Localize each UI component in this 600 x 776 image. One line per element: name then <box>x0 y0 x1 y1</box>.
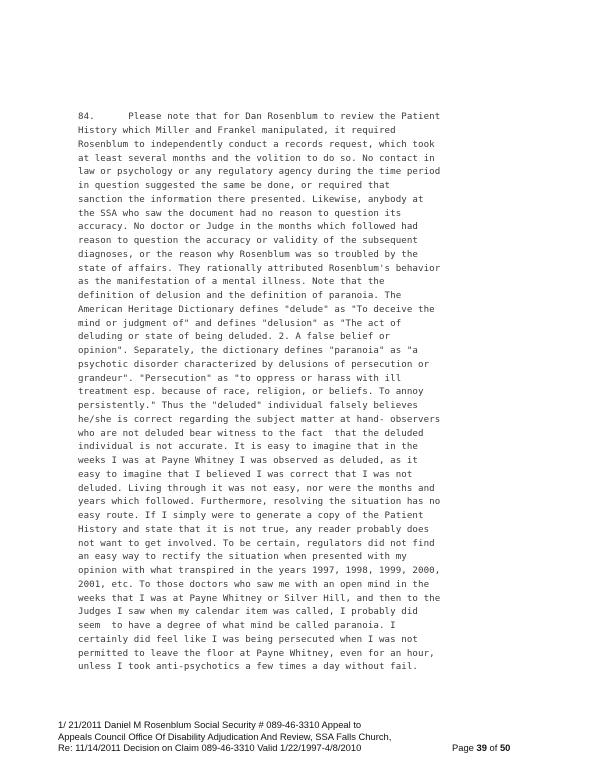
footer-line-2: Appeals Council Office Of Disability Adjudication And Review, SSA Falls Church, <box>58 730 392 742</box>
paragraph-line: in question suggested the same be done, or required that <box>78 181 391 191</box>
paragraph-line: law or psychology or any regulatory agency during the time period <box>78 167 441 178</box>
page-footer <box>58 719 528 754</box>
paragraph-line: unless I took anti-psychotics a few times a day without fail. <box>78 662 418 673</box>
paragraph-line: years which followed. Furthermore, resolving the situation has no <box>78 497 441 508</box>
paragraph-line: weeks that I was at Payne Whitney or Silver Hill, and then to the <box>78 593 441 604</box>
paragraph-line: state of affairs. They rationally attributed Rosenblum's behavior <box>78 263 441 274</box>
paragraph-line: the SSA who saw the document had no reason to question its <box>78 208 402 219</box>
paragraph-line: an easy way to rectify the situation when presented with my <box>78 552 407 563</box>
paragraph-line: reason to question the accuracy or validity of the subsequent <box>78 236 418 246</box>
paragraph-line: Judges I saw when my calendar item was called, I probably did <box>78 607 418 618</box>
paragraph-line: persistently." Thus the "deluded" individual falsely believes <box>78 401 418 411</box>
paragraph-line: opinion". Separately, the dictionary defines "paranoia" as "a <box>78 346 418 356</box>
footer-line-3-text: Re: 11/14/2011 Decision on Claim 089-46-3310 Valid 1/22/1997-4/8/2010 <box>58 742 362 754</box>
paragraph-line: weeks I was at Payne Whitney I was observed as deluded, as it <box>78 456 418 466</box>
paragraph-line: deluding or state of being deluded. 2. A false belief or <box>78 332 391 343</box>
footer-line-3 <box>58 742 528 754</box>
page-total: 50 <box>499 742 511 754</box>
paragraph-line: History which Miller and Frankel manipulated, it required <box>78 126 396 136</box>
paragraph-line: permitted to leave the floor at Payne Whitney, even for an hour, <box>78 648 435 659</box>
paragraph-line: he/she is correct regarding the subject matter at hand- observers <box>78 414 441 425</box>
paragraph-line: seem to have a degree of what mind be called paranoia. I <box>78 621 396 631</box>
paragraph-line: as the manifestation of a mental illness. Note that the <box>78 277 385 288</box>
paragraph-line: easy route. If I simply were to generate a copy of the Patient <box>78 511 424 521</box>
page-current: 39 <box>476 742 487 754</box>
paragraph-line: History and state that it is not true, any reader probably does <box>78 524 430 535</box>
paragraph-line: 2001, etc. To those doctors who saw me with an open mind in the <box>78 579 430 590</box>
paragraph-line: easy to imagine that I believed I was correct that I was not <box>78 469 413 480</box>
footer-line-1: 1/ 21/2011 Daniel M Rosenblum Social Security # 089-46-3310 Appeal to <box>58 719 362 730</box>
paragraph-line-text: Please note that for Dan Rosenblum to review the Patient <box>128 112 441 123</box>
page-number <box>452 742 510 754</box>
paragraph-line: mind or judgment of" and defines "delusion" as "The act of <box>78 318 402 329</box>
paragraph-line: at least several months and the volition to do so. No contact in <box>78 153 435 164</box>
paragraph-line: who are not deluded bear witness to the fact that the deluded <box>78 428 424 439</box>
paragraph-84 <box>78 70 558 675</box>
paragraph-line: deluded. Living through it was not easy, nor were the months and <box>78 483 435 494</box>
page-of: of <box>486 742 500 754</box>
paragraph-line: individual is not accurate. It is easy to imagine that in the <box>78 442 418 453</box>
paragraph-line: grandeur". "Persecution" as "to oppress or harass with ill <box>78 373 402 384</box>
paragraph-number: 84. <box>78 112 95 123</box>
paragraph-line: diagnoses, or the reason why Rosenblum was so troubled by the <box>78 249 418 260</box>
paragraph-line: definition of delusion and the definition of paranoia. The <box>78 291 402 301</box>
page-label: Page <box>452 742 477 754</box>
paragraph-line: American Heritage Dictionary defines "delude" as "To deceive the <box>78 304 435 315</box>
paragraph-line: opinion with what transpired in the years 1997, 1998, 1999, 2000, <box>78 566 441 576</box>
paragraph-line: sanction the information there presented. Likewise, anybody at <box>78 194 424 205</box>
paragraph-line: not want to get involved. To be certain, regulators did not find <box>78 538 435 549</box>
paragraph-first-line <box>78 111 558 125</box>
paragraph-line: psychotic disorder characterized by delusions of persecution or <box>78 359 430 370</box>
paragraph-line: Rosenblum to independently conduct a records request, which took <box>78 139 435 150</box>
paragraph-line: certainly did feel like I was being persecuted when I was not <box>78 634 418 645</box>
paragraph-line: treatment esp. because of race, religion, or beliefs. To annoy <box>78 387 424 398</box>
paragraph-line: accuracy. No doctor or Judge in the months which followed had <box>78 222 418 233</box>
